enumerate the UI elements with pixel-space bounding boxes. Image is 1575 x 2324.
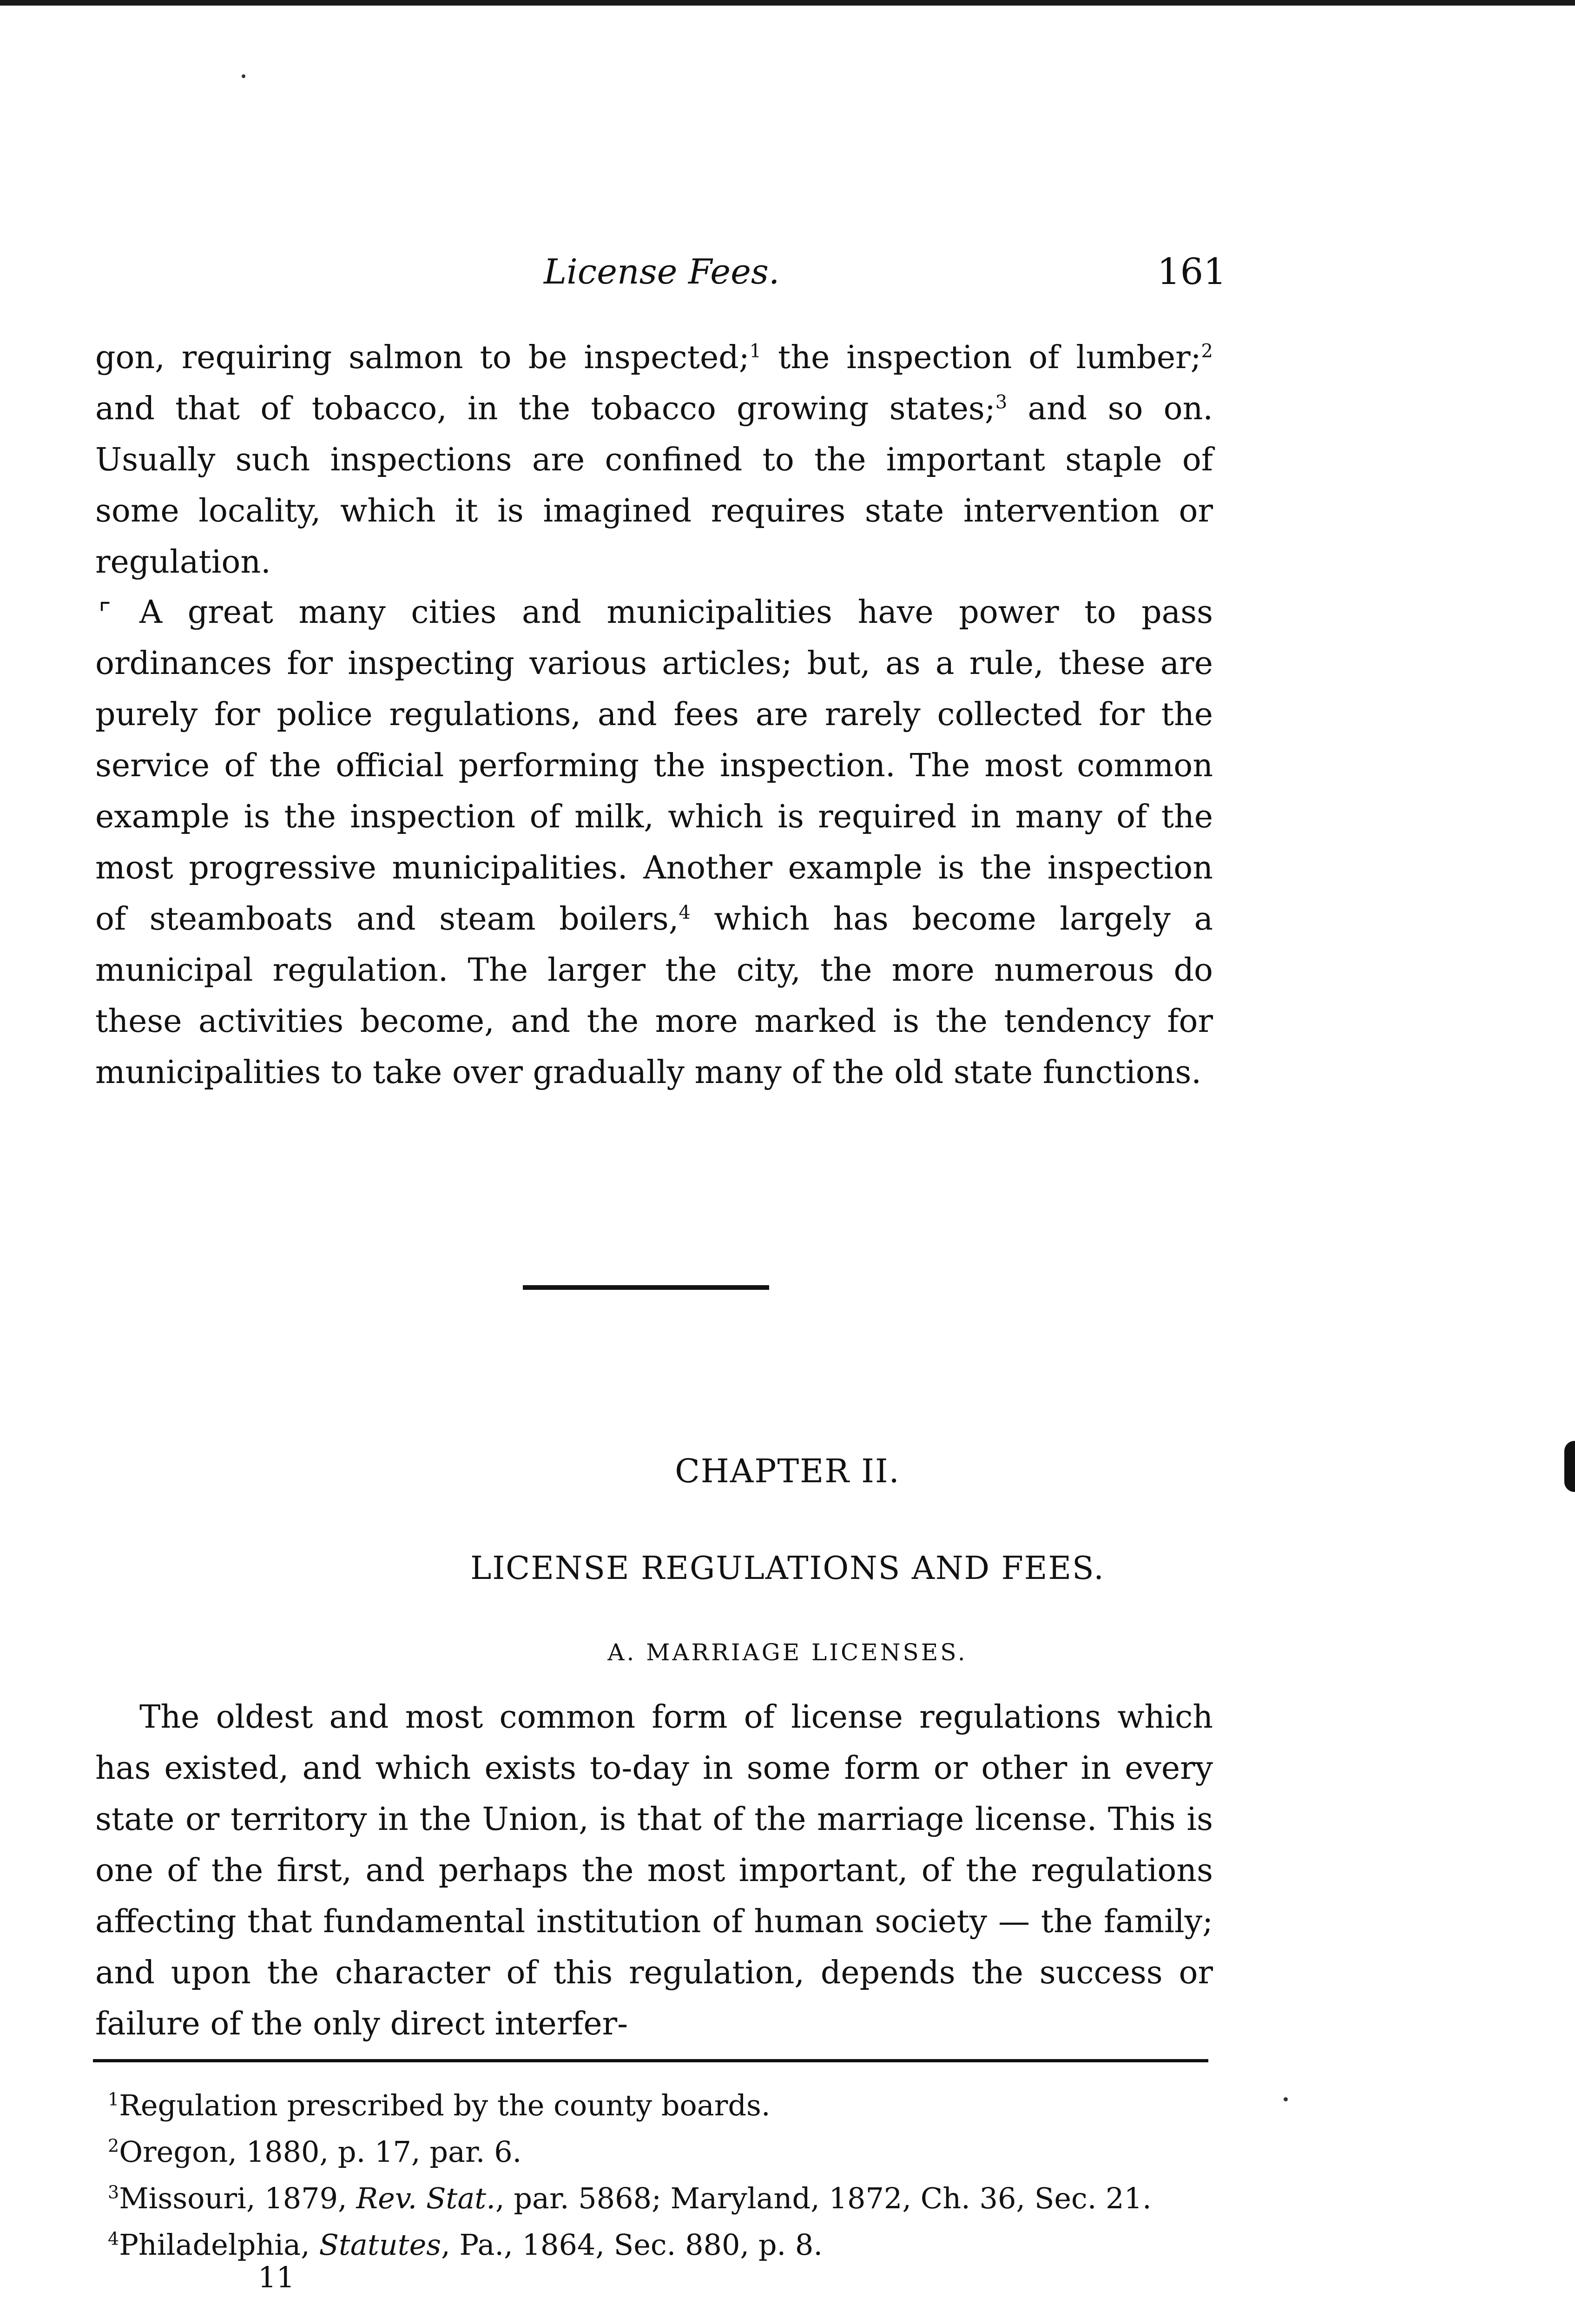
footnote-citation: Rev. Stat. [356,2181,495,2215]
footnote-text: Regulation prescribed by the county boards. [119,2088,771,2122]
footnote-ref: 3 [995,391,1008,413]
footnote-ref: 2 [1201,340,1213,362]
footnote-text: , par. 5868; Maryland, 1872, Ch. 36, Sec. 21. [495,2181,1152,2215]
text-run: the inspection of lumber; [761,339,1201,376]
text-run: which has become largely a municipal regulation. The larger the city, the more numerous do these activities become, and the more marked is the tendency for municipalities to take over gradually many of the old state functions. [95,901,1213,1091]
signature-mark: 11 [258,2260,295,2294]
text-run: and that of tobacco, in the tobacco growing states; [95,390,995,427]
footnote-text: Missouri, 1879, [119,2181,356,2215]
chapter-title: LICENSE REGULATIONS AND FEES. [470,1550,1105,1587]
text-run: and so on. Usually such inspections are confined to the important staple of some locality, which it is imagined requires state intervention or regulation. [95,390,1213,581]
page-number: 161 [1157,251,1226,293]
footnotes [108,2082,1232,2268]
text-run: gon, requiring salmon to be inspected; [95,339,750,376]
body-paragraph [95,587,1213,1098]
chapter-number: CHAPTER II. [675,1452,900,1490]
footnote-marker: 1 [108,2089,119,2110]
scan-speck [242,74,245,78]
footnote-marker: 4 [108,2228,119,2249]
footnote-text: Oregon, 1880, p. 17, par. 6. [119,2135,522,2169]
running-head [0,246,1575,297]
footnote-rule [93,2059,1208,2062]
scan-top-edge [0,0,1575,6]
footnote [108,2082,1232,2129]
footnote-ref: 4 [679,902,691,924]
scan-speck [1284,2097,1288,2101]
footnote-citation: Statutes [319,2228,442,2262]
footnote-text: Philadelphia, [119,2228,319,2262]
running-title: License Fees. [544,252,780,292]
section-divider [523,1285,769,1290]
footnote [108,2129,1232,2175]
text-run: A great many cities and municipalities have power to pass ordinances for inspecting various articles; but, as a rule, these are purely for police regulations, and fees are rarely collected for the service of the official performing the inspection. The most common example is the inspection of milk, which is required in many of the most progressive municipalities. Another example is the inspection of steamboats and steam boilers, [95,594,1213,938]
body-paragraph: The oldest and most common form of license regulations which has existed, and which exists to-day in some form or other in every state or territory in the Union, is that of the marriage license. This is one of the first, and perhaps the most important, of the regulations affecting that fundamental institution of human society — the family; and upon the character of this regulation, depends the success or failure of the only direct interfer- [95,1699,1213,2042]
footnote-marker: 3 [108,2182,119,2203]
marginal-mark: ⌜ [99,597,112,629]
footnote-ref: 1 [749,340,762,362]
edge-mark [1564,1441,1575,1492]
footnote [108,2175,1232,2222]
body-paragraph [95,332,1213,588]
section-heading: A. MARRIAGE LICENSES. [607,1639,968,1666]
footnote-text: , Pa., 1864, Sec. 880, p. 8. [441,2228,823,2262]
footnote-marker: 2 [108,2135,119,2156]
